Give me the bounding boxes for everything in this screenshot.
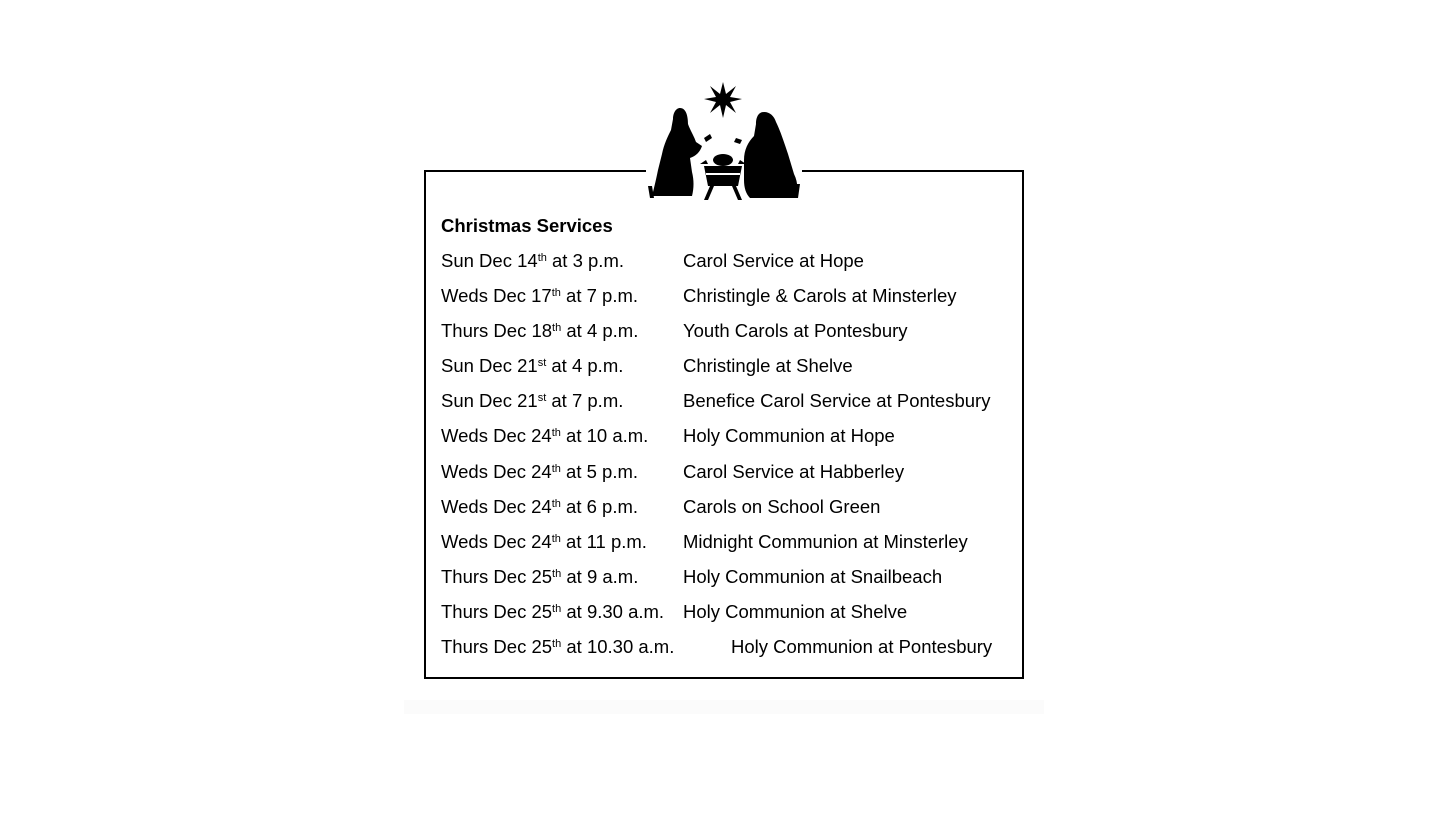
service-event: Christingle at Shelve	[683, 355, 853, 377]
service-datetime	[441, 424, 648, 448]
service-day: Sun Dec 14	[441, 250, 538, 271]
ordinal-suffix: th	[537, 252, 547, 264]
service-row	[441, 530, 1011, 565]
service-time: at 5 p.m.	[560, 460, 639, 482]
service-datetime	[441, 565, 638, 589]
service-event: Benefice Carol Service at Pontesbury	[683, 390, 991, 412]
ordinal-suffix: th	[552, 567, 562, 580]
service-row	[441, 424, 1011, 459]
ordinal-suffix: th	[552, 602, 562, 615]
service-row	[441, 319, 1011, 354]
service-datetime	[441, 600, 664, 624]
service-time: at 7 p.m.	[560, 285, 639, 307]
service-datetime	[441, 319, 638, 343]
service-row	[441, 460, 1011, 495]
service-row	[441, 600, 1011, 635]
service-time: at 11 p.m.	[560, 530, 647, 552]
service-time: at 7 p.m.	[546, 390, 624, 412]
service-event: Holy Communion at Shelve	[683, 600, 908, 622]
page-shadow	[404, 700, 1044, 714]
service-time: at 4 p.m.	[546, 355, 624, 377]
service-event: Youth Carols at Pontesbury	[683, 320, 908, 342]
service-event: Carol Service at Hope	[683, 250, 864, 271]
service-row	[441, 284, 1011, 319]
service-time: at 9.30 a.m.	[561, 600, 665, 622]
ordinal-suffix: th	[552, 322, 562, 335]
service-datetime	[441, 530, 647, 554]
service-event: Holy Communion at Pontesbury	[731, 636, 993, 658]
service-day: Sun Dec 21	[441, 390, 538, 412]
service-time: at 10 a.m.	[560, 425, 649, 447]
service-day: Weds Dec 24	[441, 425, 552, 447]
service-row	[441, 635, 1011, 670]
service-time: at 6 p.m.	[560, 495, 639, 517]
ordinal-suffix: th	[551, 532, 561, 545]
service-time: at 9 a.m.	[561, 565, 639, 587]
nativity-icon	[644, 80, 804, 202]
service-day: Thurs Dec 25	[441, 636, 553, 658]
service-day: Thurs Dec 18	[441, 320, 553, 342]
service-datetime	[441, 635, 674, 659]
service-day: Weds Dec 24	[441, 495, 552, 517]
service-time: at 4 p.m.	[561, 320, 639, 342]
ordinal-suffix: th	[551, 462, 561, 475]
page-title: Christmas Services	[441, 215, 613, 236]
service-datetime	[441, 495, 638, 519]
service-row	[441, 389, 1011, 424]
ordinal-suffix: th	[552, 638, 562, 651]
service-event: Carol Service at Habberley	[683, 460, 905, 482]
ordinal-suffix: st	[537, 357, 547, 370]
service-row	[441, 565, 1011, 600]
service-datetime	[441, 460, 638, 484]
service-event: Midnight Communion at Minsterley	[683, 530, 968, 552]
service-datetime	[441, 354, 623, 378]
service-time: at 3 p.m.	[546, 250, 624, 271]
service-event: Holy Communion at Snailbeach	[683, 565, 943, 587]
ordinal-suffix: th	[551, 287, 561, 300]
service-day: Thurs Dec 25	[441, 565, 553, 587]
service-event: Holy Communion at Hope	[683, 425, 895, 447]
service-event: Christingle & Carols at Minsterley	[683, 285, 957, 307]
service-event: Carols on School Green	[683, 495, 881, 517]
service-day: Weds Dec 24	[441, 530, 552, 552]
service-row	[441, 495, 1011, 530]
ordinal-suffix: th	[551, 427, 561, 440]
service-time: at 10.30 a.m.	[561, 636, 675, 658]
service-datetime	[441, 249, 624, 273]
ordinal-suffix: th	[551, 497, 561, 510]
service-datetime	[441, 284, 638, 308]
service-day: Thurs Dec 25	[441, 600, 553, 622]
service-day: Sun Dec 21	[441, 355, 538, 377]
service-datetime	[441, 389, 623, 413]
services-list	[441, 249, 1011, 670]
service-row	[441, 249, 1011, 284]
service-day: Weds Dec 17	[441, 285, 552, 307]
ordinal-suffix: st	[537, 392, 547, 405]
service-day: Weds Dec 24	[441, 460, 552, 482]
service-row	[441, 354, 1011, 389]
